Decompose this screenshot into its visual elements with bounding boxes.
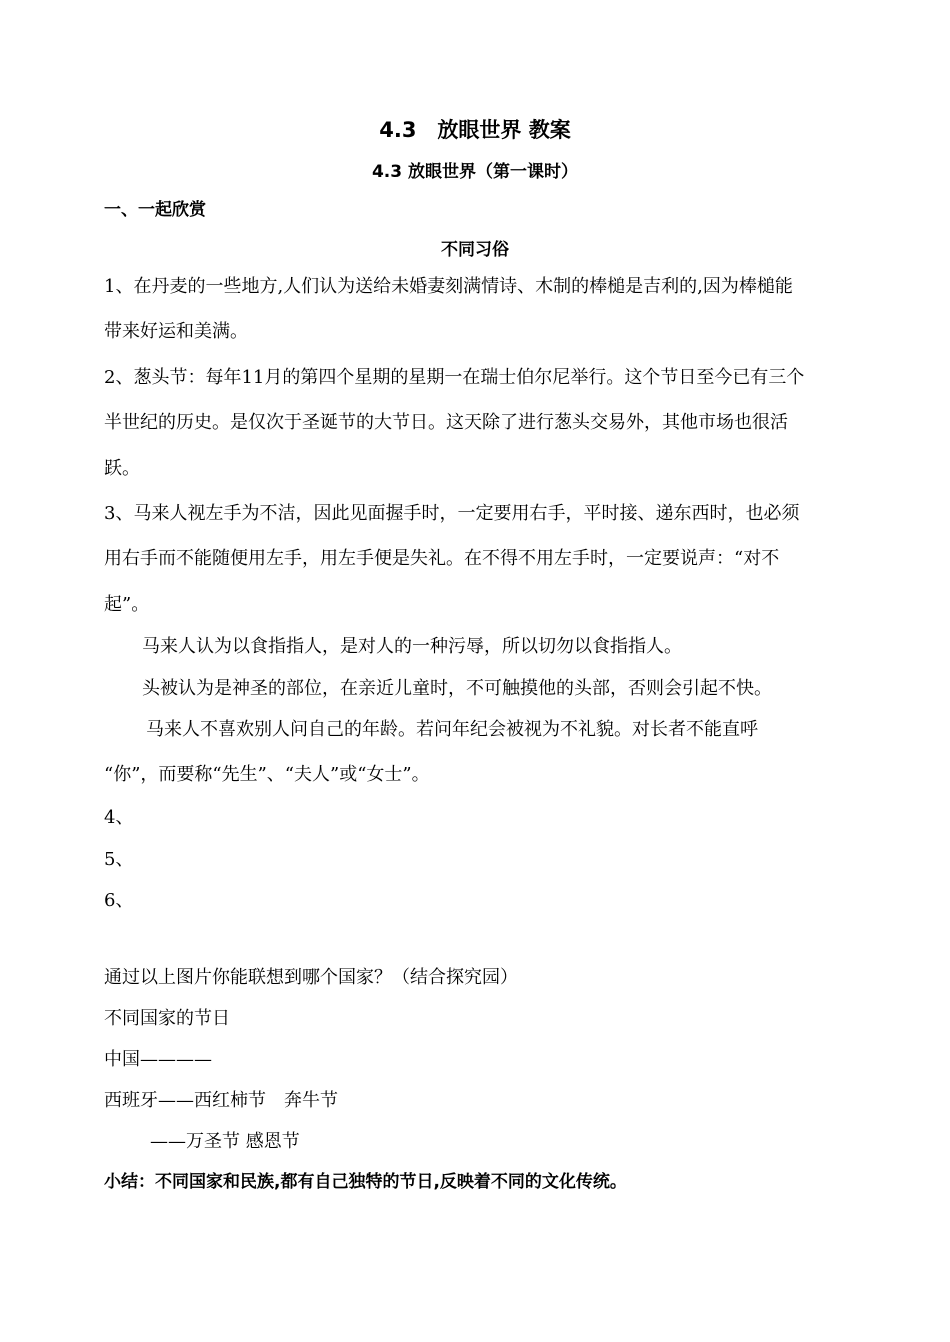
festivals-heading: 不同国家的节日 <box>104 1008 230 1029</box>
paragraph-5: 头被认为是神圣的部位，在亲近儿童时，不可触摸他的头部，否则会引起不快。 <box>142 678 772 699</box>
paragraph-2-line-3: 跃。 <box>104 458 140 479</box>
paragraph-2-line-1: 2、葱头节：每年11月的第四个星期的星期一在瑞士伯尔尼举行。这个节日至今已有三个 <box>104 367 805 388</box>
paragraph-2-line-2: 半世纪的历史。是仅次于圣诞节的大节日。这天除了进行葱头交易外，其他市场也很活 <box>104 412 788 433</box>
paragraph-6-line-1: 马来人不喜欢别人问自己的年龄。若问年纪会被视为不礼貌。对长者不能直呼 <box>146 719 758 740</box>
festival-spain: 西班牙——西红柿节 奔牛节 <box>104 1090 338 1111</box>
festival-china: 中国———— <box>104 1049 212 1070</box>
section-heading: 一、一起欣赏 <box>104 200 206 220</box>
paragraph-3-line-2: 用右手而不能随便用左手，用左手便是失礼。在不得不用左手时，一定要说声：“对不 <box>104 548 780 569</box>
festival-other: ——万圣节 感恩节 <box>150 1131 300 1152</box>
document-title: 4.3 放眼世界 教案 <box>379 118 571 142</box>
document-subtitle: 4.3 放眼世界（第一课时） <box>371 162 579 182</box>
question-line: 通过以上图片你能联想到哪个国家？（结合探究园） <box>104 967 518 988</box>
paragraph-3-line-1: 3、马来人视左手为不洁，因此见面握手时，一定要用右手，平时接、递东西时，也必须 <box>104 503 800 524</box>
paragraph-1-line-1: 1、在丹麦的一些地方,人们认为送给未婚妻刻满情诗、木制的棒槌是吉利的,因为棒槌能 <box>104 276 793 297</box>
paragraph-1-line-2: 带来好运和美满。 <box>104 321 248 342</box>
sub-heading: 不同习俗 <box>441 240 509 260</box>
paragraph-3-line-3: 起”。 <box>104 594 150 615</box>
summary-line: 小结：不同国家和民族,都有自己独特的节日,反映着不同的文化传统。 <box>104 1172 627 1192</box>
paragraph-6-line-2: “你”，而要称“先生”、“夫人”或“女士”。 <box>104 764 430 785</box>
paragraph-4: 马来人认为以食指指人，是对人的一种污辱，所以切勿以食指指人。 <box>142 636 682 657</box>
list-item-6: 6、 <box>104 890 134 911</box>
list-item-4: 4、 <box>104 807 134 828</box>
list-item-5: 5、 <box>104 849 134 870</box>
